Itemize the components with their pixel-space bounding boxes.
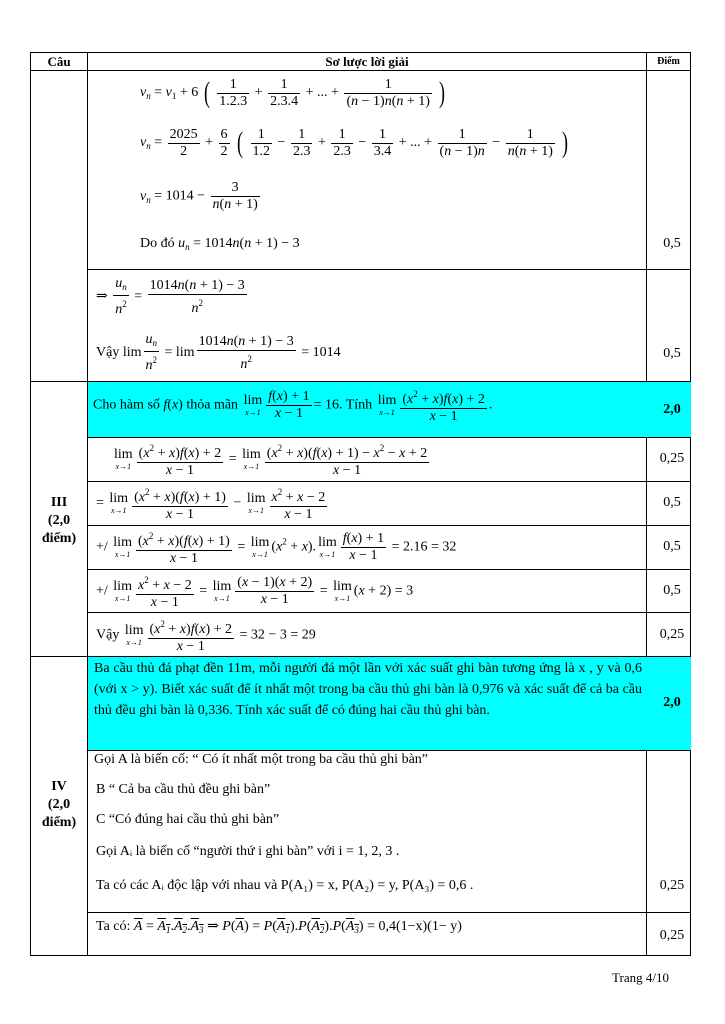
section-iii-label: III (2,0 điểm) — [41, 495, 77, 546]
iii-question: Cho hàm số f(x) thỏa mãn lim x→1 $\frac{f(x) + 1}{x - 1}$ = 16. Tính lim x→1 $\frac{(x^2 + x)f(x) + 2}{x - 1}$ . — [93, 386, 492, 425]
row-line-iv-q — [88, 750, 691, 751]
score-iii-step3: 0,5 — [663, 539, 681, 554]
score-iii-question: 2,0 — [663, 402, 681, 417]
table-border-top — [30, 52, 691, 53]
formula-vn-2: $v_n$ = $\frac{2025}{2}$ + $\frac{6}{2}$ ( $\frac{1}{1.2}$ − $\frac{1}{2.3}$ + $\frac{1}{2.3}$ − $\frac{1}{3.4}$ + ... + $\frac{1}{(n - 1)n}$ − $\frac{1}{n(n + 1)}$ ) — [140, 126, 569, 159]
formula-vay-lim: Vậy lim $\frac{u_n}{n^2}$ = lim $\frac{1014n(n + 1) - 3}{n^2}$ = 1014 — [96, 332, 341, 373]
score-iii-step1: 0,25 — [659, 451, 685, 466]
score-iii-step5: 0,25 — [659, 627, 685, 642]
iii-step3: +/ lim x→1 $\frac{(x^2 + x)(f(x) + 1)}{x - 1}$ = lim x→1 $(x^2 + x)$. lim x→1 $\frac{f(x) + 1}{x - 1}$ = 2.16 = 32 — [96, 528, 456, 567]
header-divider — [30, 70, 691, 71]
formula-un-ratio: ⇒ $\frac{u_n}{n^2}$ = $\frac{1014n(n + 1) - 3}{n^2}$ — [96, 276, 245, 317]
formula-vn-1: $v_n = v_1 + 6$ ( $\frac{1}{1.2.3}$ + $\frac{1}{2.3.4}$ + ... + $\frac{1}{(n - 1)n(n + 1)}$ ) — [140, 76, 446, 109]
row-line-iii-4 — [88, 612, 691, 613]
row-line-iii-1 — [88, 481, 691, 482]
table-border-bottom — [30, 955, 691, 956]
iii-step2: = lim x→1 $\frac{(x^2 + x)(f(x) + 1)}{x - 1}$ − lim x→1 $\frac{x^2 + x - 2}{x - 1}$ — [96, 484, 329, 523]
score-iii-step2: 0,5 — [663, 495, 681, 510]
iii-step1: lim x→1 $\frac{(x^2 + x)f(x) + 2}{x - 1}$ = lim x→1 $\frac{(x^2 + x)(f(x) + 1) - x^2 - x + 2}{x - 1}$ — [112, 440, 431, 479]
row-line-iii-q — [88, 437, 691, 438]
formula-vn-3: $v_n = 1014$ − $\frac{3}{n(n + 1)}$ — [140, 180, 258, 212]
iv-line-c: C “Có đúng hai cầu thủ ghi bàn” — [96, 812, 280, 827]
row-line-iii-2 — [88, 525, 691, 526]
table-col-divider-1 — [87, 52, 88, 956]
score-ii-b: 0,5 — [663, 346, 681, 361]
score-iv-taco: 0,25 — [659, 928, 685, 943]
iv-line-indep: Ta có các Aᵢ độc lập với nhau và P(A₁) = x, P(A₂) = y, P(A₃) = 0,6 . — [96, 878, 474, 893]
score-iii-step4: 0,5 — [663, 583, 681, 598]
score-iv-problem: 2,0 — [663, 695, 681, 710]
iv-line-a: Gọi A là biến cố: “ Có ít nhất một trong ba cầu thủ ghi bàn” — [94, 752, 428, 767]
header-loigiai: Sơ lược lời giải — [325, 54, 409, 69]
score-ii-a: 0,5 — [663, 236, 681, 251]
section-iv-label: IV (2,0 điểm) — [41, 779, 77, 830]
iv-line-b: B “ Cả ba cầu thủ đều ghi bàn” — [96, 782, 271, 797]
formula-do-do: Do đó $u_n = 1014n(n + 1) - 3$ — [140, 236, 300, 252]
row-line-iii-3 — [88, 569, 691, 570]
iv-line-ai: Gọi Aᵢ là biến cố “người thứ i ghi bàn” với i = 1, 2, 3 . — [96, 844, 400, 859]
header-diem: Điểm — [657, 56, 680, 67]
score-iv-indep: 0,25 — [659, 878, 685, 893]
row-line-iv-1 — [88, 912, 691, 913]
page-number: Trang 4/10 — [612, 970, 669, 985]
header-cau: Câu — [47, 54, 71, 69]
iv-line-taco: Ta có: $\overline{A} = A_1.A_2.A_3$ ⇒ $P(\overline{A}) = P(A_1).P(A_2).P(A_3) = 0,4(1-x)(1- y)$ — [96, 919, 462, 935]
iii-step4: +/ lim x→1 $\frac{x^2 + x - 2}{x - 1}$ = lim x→1 $\frac{(x - 1)(x + 2)}{x - 1}$ = lim x→1 (x + 2) = 3 — [96, 572, 413, 611]
iv-problem-text: Ba cầu thủ đá phạt đền 11m, mỗi người đá một lần với xác suất ghi bàn tương ứng là x , y và 0,6 (với x > y). Biết xác suất để ít nhất một trong ba cầu thủ ghi bàn là 0,976 và xác suất để cả ba cầu thủ đều ghi bàn là 0,336. Tính xác suất để có đúng hai cầu thủ ghi bàn. — [94, 661, 642, 718]
row-line-ii-a — [88, 269, 691, 270]
iii-step5: Vậy lim x→1 $\frac{(x^2 + x)f(x) + 2}{x - 1}$ = 32 − 3 = 29 — [96, 616, 316, 655]
